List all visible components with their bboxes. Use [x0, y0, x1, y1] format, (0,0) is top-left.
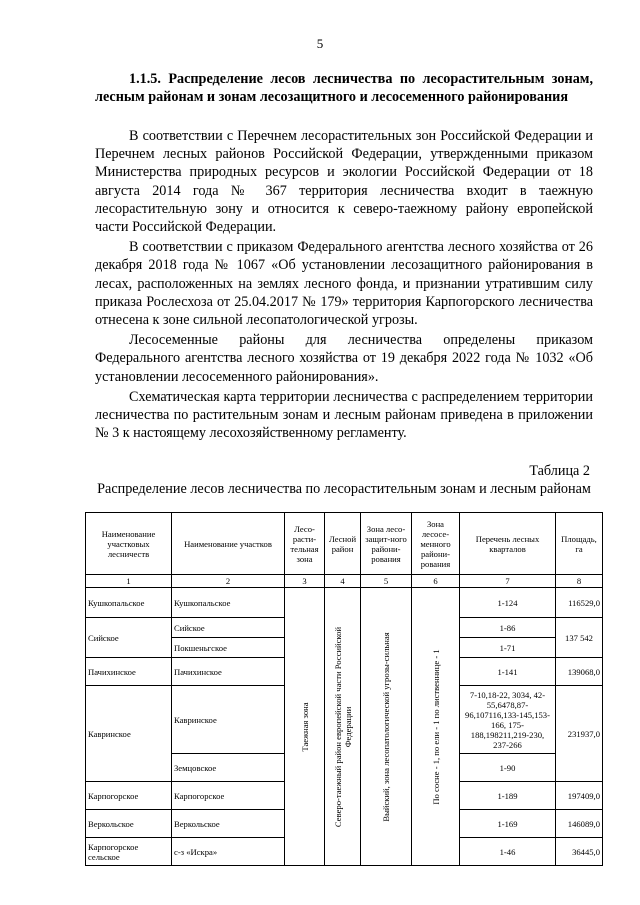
area-cell: 231937,0	[556, 686, 603, 782]
uchastok-cell: Сийское	[172, 618, 285, 638]
area-cell: 146089,0	[556, 810, 603, 838]
col-number: 2	[172, 575, 285, 588]
section-heading: 1.1.5. Распределение лесов лесничества по лесорастительным зонам, лесным районам и зонам лесозащитного и лесосеменного районирования	[95, 71, 593, 105]
uchastok-cell: Веркольское	[172, 810, 285, 838]
col-number: 7	[460, 575, 556, 588]
quarters-cell: 1-71	[460, 638, 556, 658]
body-text	[95, 127, 593, 444]
area-cell: 36445,0	[556, 838, 603, 866]
paragraph: Лесосеменные районы для лесничества определены приказом Федерального агентства лесного хозяйства от 19 декабря 2022 года № 1032 «Об установлении лесосеменного районирования».	[95, 332, 593, 385]
header-cell: Лесо-расти-тельная зона	[285, 513, 325, 575]
quarters-cell: 1-86	[460, 618, 556, 638]
quarters-cell: 1-169	[460, 810, 556, 838]
uchastok-cell: Покшеньгское	[172, 638, 285, 658]
quarters-cell: 1-189	[460, 782, 556, 810]
lesnichestvo-cell: Карпогорское	[86, 782, 172, 810]
area-cell: 137 542	[556, 618, 603, 658]
paragraph: В соответствии с Перечнем лесорастительных зон Российской Федерации и Перечнем лесных районов Российской Федерации, утвержденными приказом Министерства природных ресурсов и экологии Российской Федерации от 18 августа 2014 года № 367 территория лесничества входит в таежную лесорастительную зону и относится к северо-таежному району европейской части Российской Федерации.	[95, 128, 593, 236]
lesnichestvo-cell: Кавринское	[86, 686, 172, 782]
protection-zone-cell	[361, 588, 412, 866]
seed-zone-cell	[412, 588, 460, 866]
quarters-cell: 1-90	[460, 754, 556, 782]
area-cell: 139068,0	[556, 658, 603, 686]
seed-zone-text: По сосне - 1, по ели - 1 по лиственнице - 1	[430, 648, 441, 805]
header-row	[86, 513, 603, 575]
quarters-cell: 1-141	[460, 658, 556, 686]
forest-region-cell	[325, 588, 361, 866]
header-cell: Перечень лесных кварталов	[460, 513, 556, 575]
header-cell: Лесной район	[325, 513, 361, 575]
col-number: 4	[325, 575, 361, 588]
table-row	[86, 588, 603, 618]
uchastok-cell: Кушкопальское	[172, 588, 285, 618]
quarters-cell: 7-10,18-22, 3034, 42-55,6478,87-96,107116,133-145,153-166, 175-188,198211,219-230, 237-266	[460, 686, 556, 754]
area-cell: 197409,0	[556, 782, 603, 810]
header-cell: Площадь, га	[556, 513, 603, 575]
header-cell: Наименование участков	[172, 513, 285, 575]
protection-zone-text: Выйский, зона лесопатологической угрозы-сильная	[381, 631, 391, 822]
table-caption: Распределение лесов лесничества по лесорастительным зонам и лесным районам	[97, 481, 591, 497]
quarters-cell: 1-124	[460, 588, 556, 618]
uchastok-cell: Пачихинское	[172, 658, 285, 686]
col-number: 1	[86, 575, 172, 588]
header-cell: Зона лесосе-менного райони-рования	[412, 513, 460, 575]
page-number: 5	[316, 36, 324, 51]
col-number: 6	[412, 575, 460, 588]
header-cell: Зона лесо-защит-ного райони-рования	[361, 513, 412, 575]
col-number: 3	[285, 575, 325, 588]
forest-region-text: Северо-таежный район европейской части Российской Федерации	[332, 626, 353, 827]
column-number-row	[86, 575, 603, 588]
uchastok-cell: Земцовское	[172, 754, 285, 782]
table-label: Таблица 2	[529, 463, 590, 479]
lesnichestvo-cell: Карпогорское сельское	[86, 838, 172, 866]
uchastok-cell: Карпогорское	[172, 782, 285, 810]
lesnichestvo-cell: Кушкопальское	[86, 588, 172, 618]
uchastok-cell: Кавринское	[172, 686, 285, 754]
paragraph: Схематическая карта территории лесничества с распределением территории лесничества по растительным зонам и лесным районам приведена в приложении № 3 к настоящему лесохозяйственному регламенту.	[95, 388, 593, 442]
header-cell: Наименование участковых лесничеств	[86, 513, 172, 575]
forest-zone-text: Таежная зона	[299, 701, 310, 752]
area-cell: 116529,0	[556, 588, 603, 618]
forest-distribution-table	[85, 512, 603, 866]
paragraph: В соответствии с приказом Федерального агентства лесного хозяйства от 26 декабря 2018 года № 1067 «Об установлении лесозащитного районирования в лесах, расположенных на землях лесного фонда, и признании утратившим силу приказа Рослесхоза от 25.04.2017 № 179» территория Карпогорского лесничества отнесена к зоне сильной лесопатологической угрозы.	[95, 239, 593, 329]
uchastok-cell: с-з «Искра»	[172, 838, 285, 866]
lesnichestvo-cell: Сийское	[86, 618, 172, 658]
col-number: 5	[361, 575, 412, 588]
col-number: 8	[556, 575, 603, 588]
lesnichestvo-cell: Веркольское	[86, 810, 172, 838]
lesnichestvo-cell: Пачихинское	[86, 658, 172, 686]
forest-zone-cell	[285, 588, 325, 866]
quarters-cell: 1-46	[460, 838, 556, 866]
